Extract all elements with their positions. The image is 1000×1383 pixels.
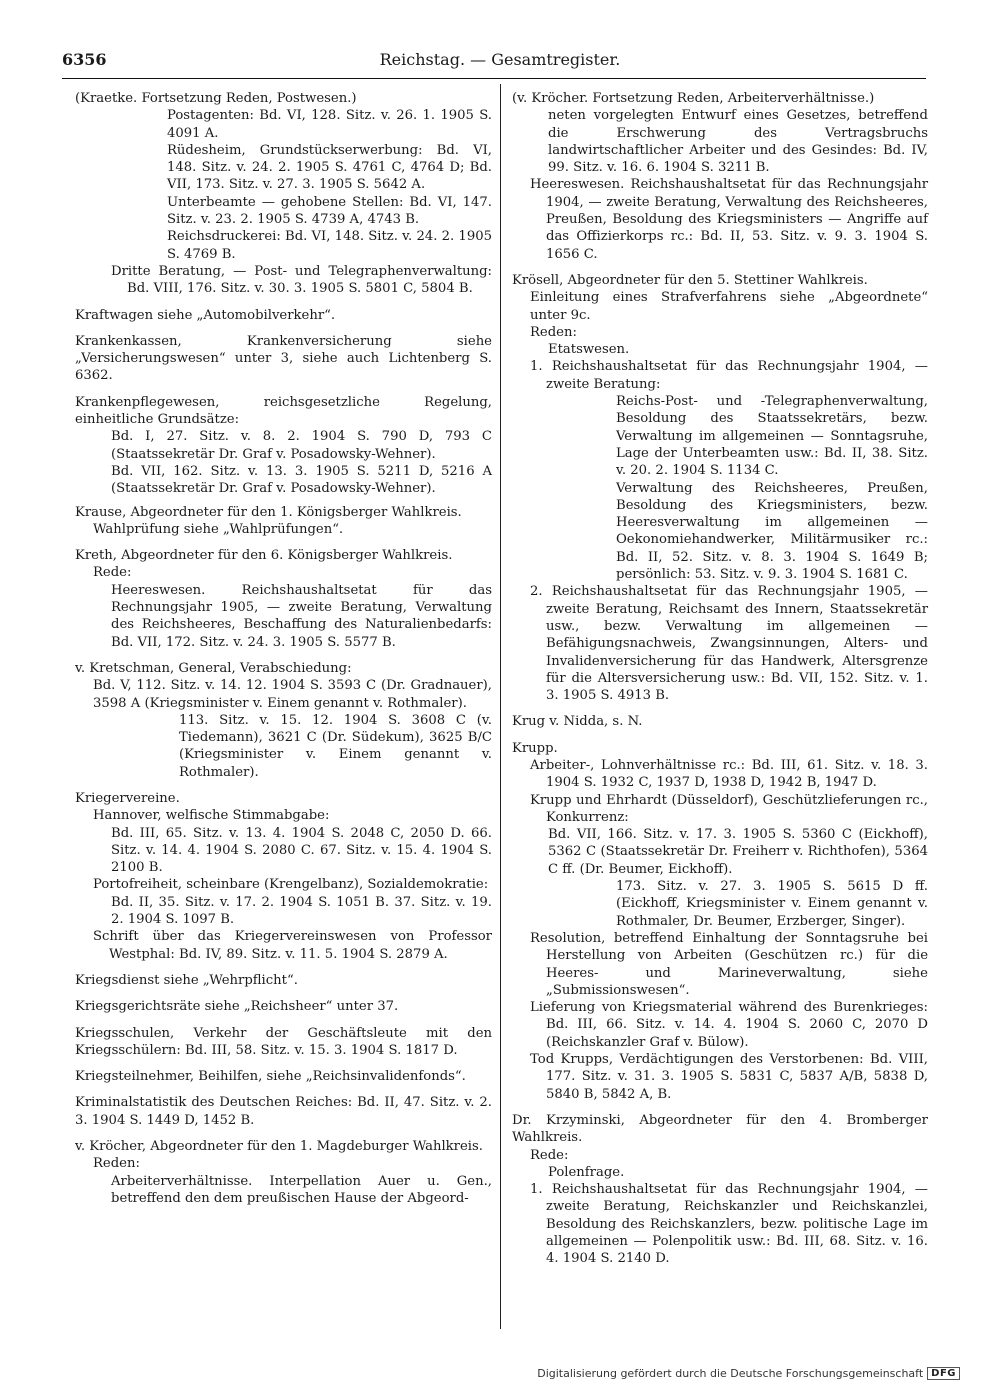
index-entry: Heereswesen. Reichshaushaltsetat für das Rechnungsjahr 1904, — zweite Beratung, Verwaltung des Reichsheeres, Preußen, Besoldung des Kriegsministers — Angriffe auf das Offizierkorps rc.: Bd. II, 53. Sitz. v. 9. 3. 1904 S. 1656 C. <box>530 177 928 262</box>
index-entry: Kriegervereine. <box>75 790 180 806</box>
index-entry: Krug v. Nidda, s. N. <box>512 714 643 730</box>
running-head: Reichstag. — Gesamtregister. <box>379 50 621 69</box>
index-entry: Bd. V, 112. Sitz. v. 14. 12. 1904 S. 3593 C (Dr. Gradnauer), 3598 A (Kriegsminister v. Einem genannt v. Rothmaler). <box>93 678 492 711</box>
index-entry: Krösell, Abgeordneter für den 5. Stettiner Wahlkreis. <box>512 272 868 288</box>
header-rule <box>62 78 926 79</box>
page-number: 6356 <box>62 50 107 69</box>
index-entry: (v. Kröcher. Fortsetzung Reden, Arbeiterverhältnisse.) <box>512 91 875 106</box>
index-entry: Unterbeamte — gehobene Stellen: Bd. VI, 147. Sitz. v. 23. 2. 1905 S. 4739 A, 4743 B. <box>167 194 492 228</box>
index-entry: 1. Reichshaushaltsetat für das Rechnungsjahr 1904, — zweite Beratung: <box>530 359 928 392</box>
index-entry: Reichs-Post- und -Telegraphenverwaltung, Besoldung des Staatssekretärs, bezw. Verwaltung im allgemeinen — Sonntagsruhe, Lage der Unterbeamten usw.: Bd. II, 38. Sitz. v. 20. 2. 1904 S. 1134 C. <box>616 394 928 479</box>
footer-credit <box>537 1367 960 1380</box>
index-entry: Kreth, Abgeordneter für den 6. Königsberger Wahlkreis. <box>75 548 453 564</box>
index-entry: Krause, Abgeordneter für den 1. Königsberger Wahlkreis. <box>75 504 462 520</box>
index-entry: Hannover, welfische Stimmabgabe: <box>93 808 330 824</box>
index-entry: Lieferung von Kriegsmaterial während des Burenkrieges: Bd. III, 66. Sitz. v. 14. 4. 1904 S. 2060 C, 2070 D (Reichskanzler Graf v. Bülow). <box>530 1000 928 1050</box>
index-entry: Schrift über das Kriegervereinswesen von Professor Westphal: Bd. IV, 89. Sitz. v. 11. 5. 1904 S. 2879 A. <box>93 929 492 962</box>
index-entry: v. Kröcher, Abgeordneter für den 1. Magdeburger Wahlkreis. <box>75 1139 483 1155</box>
index-entry: Rede: <box>93 565 132 581</box>
index-entry: 113. Sitz. v. 15. 12. 1904 S. 3608 C (v. Tiedemann), 3621 C (Dr. Südekum), 3625 B/C (Kriegsminister v. Einem genannt v. Rothmaler). <box>179 712 492 780</box>
index-entry: Portofreiheit, scheinbare (Krengelbanz), Sozialdemokratie: <box>93 877 489 893</box>
index-entry: Bd. VII, 166. Sitz. v. 17. 3. 1905 S. 5360 C (Eickhoff), 5362 C (Staatssekretär Dr. Freiherr v. Richthofen), 5364 C ff. (Dr. Beumer, Eickhoff). <box>548 827 928 877</box>
index-entry: Etatswesen. <box>548 342 630 358</box>
column-divider <box>500 84 501 1329</box>
index-entry: Bd. III, 65. Sitz. v. 13. 4. 1904 S. 2048 C, 2050 D. 66. Sitz. v. 14. 4. 1904 S. 2080 C. 67. Sitz. v. 15. 4. 1904 S. 2100 B. <box>111 825 492 876</box>
index-entry: Polenfrage. <box>548 1164 625 1180</box>
index-entry: Rede: <box>530 1147 569 1163</box>
index-entry: Heereswesen. Reichshaushaltsetat für das Rechnungsjahr 1905, — zweite Beratung, Verwaltung des Reichsheeres, Beschaffung des Naturalienbedarfs: Bd. VII, 172. Sitz. v. 24. 3. 1905 S. 5577 B. <box>111 582 492 650</box>
index-entry: Einleitung eines Strafverfahrens siehe „Abgeordnete“ unter 9c. <box>530 290 928 323</box>
index-entry: Kraftwagen siehe „Automobilverkehr“. <box>75 307 336 323</box>
index-entry: Postagenten: Bd. VI, 128. Sitz. v. 26. 1. 1905 S. 4091 A. <box>167 108 492 141</box>
index-entry: Kriegsschulen, Verkehr der Geschäftsleute mit den Kriegsschülern: Bd. III, 58. Sitz. v. 15. 3. 1904 S. 1817 D. <box>75 1025 492 1058</box>
index-entry: Krankenpflegewesen, reichsgesetzliche Regelung, einheitliche Grundsätze: <box>75 394 492 428</box>
dfg-logo: DFG <box>927 1367 960 1380</box>
index-entry: Krupp. <box>512 740 558 756</box>
index-entry: (Kraetke. Fortsetzung Reden, Postwesen.) <box>75 91 357 106</box>
index-entry: neten vorgelegten Entwurf eines Gesetzes, betreffend die Erschwerung des Vertragsbruchs landwirtschaftlicher Arbeiter und des Gesindes: Bd. IV, 99. Sitz. v. 16. 6. 1904 S. 3211 B. <box>548 108 928 176</box>
index-entry: 1. Reichshaushaltsetat für das Rechnungsjahr 1904, — zweite Beratung, Reichskanzler und Reichskanzlei, Besoldung des Reichskanzlers, bezw. politische Lage im allgemeinen — Polenpolitik usw.: Bd. III, 68. Sitz. v. 16. 4. 1904 S. 2140 D. <box>530 1182 928 1267</box>
index-entry: v. Kretschman, General, Verabschiedung: <box>75 660 352 676</box>
index-entry: Bd. I, 27. Sitz. v. 8. 2. 1904 S. 790 D, 793 C (Staatssekretär Dr. Graf v. Posadowsky-Wehner). <box>111 429 492 462</box>
index-entry: Bd. II, 35. Sitz. v. 17. 2. 1904 S. 1051 B. 37. Sitz. v. 19. 2. 1904 S. 1097 B. <box>111 894 492 928</box>
index-entry: Reden: <box>93 1156 140 1172</box>
index-entry: Dritte Beratung, — Post- und Telegraphenverwaltung: Bd. VIII, 176. Sitz. v. 30. 3. 1905 S. 5801 C, 5804 B. <box>111 263 492 297</box>
index-entry: Verwaltung des Reichsheeres, Preußen, Besoldung des Kriegsministers, bezw. Heeresverwaltung im allgemeinen — Oekonomiehandwerker, Militärmusiker rc.: Bd. II, 52. Sitz. v. 8. 3. 1904 S. 1649 B; persönlich: 53. Sitz. v. 9. 3. 1904 S. 1681 C. <box>616 480 928 583</box>
index-entry: Arbeiter-, Lohnverhältnisse rc.: Bd. III, 61. Sitz. v. 18. 3. 1904 S. 1932 C, 1937 D, 1938 D, 1942 B, 1947 D. <box>530 757 928 791</box>
index-entry: 2. Reichshaushaltsetat für das Rechnungsjahr 1905, — zweite Beratung, Reichsamt des Innern, Staatssekretär usw., bezw. Verwaltung im allgemeinen — Befähigungsnachweis, Zwangsinnungen, Alters- und Invalidenversicherung für das Handwerk, Altersgrenze für die Altersversicherung usw.: Bd. VII, 152. Sitz. v. 1. 3. 1905 S. 4913 B. <box>530 584 928 704</box>
index-entry: Tod Krupps, Verdächtigungen des Verstorbenen: Bd. VIII, 177. Sitz. v. 31. 3. 1905 S. 5831 C, 5837 A/B, 5838 D, 5840 B, 5842 A, B. <box>530 1052 928 1102</box>
index-entry: 173. Sitz. v. 27. 3. 1905 S. 5615 D ff. (Eickhoff, Kriegsminister v. Einem genannt v. Rothmaler, Dr. Beumer, Erzberger, Singer). <box>616 879 928 929</box>
index-entry: Reichsdruckerei: Bd. VI, 148. Sitz. v. 24. 2. 1905 S. 4769 B. <box>167 229 492 262</box>
index-entry: Dr. Krzyminski, Abgeordneter für den 4. Bromberger Wahlkreis. <box>512 1112 928 1146</box>
index-entry: Rüdesheim, Grundstückserwerbung: Bd. VI, 148. Sitz. v. 24. 2. 1905 S. 4761 C, 4764 D; Bd. VII, 173. Sitz. v. 27. 3. 1905 S. 5642 A. <box>167 142 492 193</box>
index-entry: Arbeiterverhältnisse. Interpellation Auer u. Gen., betreffend den dem preußischen Hause der Abgeord- <box>111 1173 492 1206</box>
index-entry: Krupp und Ehrhardt (Düsseldorf), Geschützlieferungen rc., Konkurrenz: <box>530 792 928 825</box>
index-entry: Kriegsteilnehmer, Beihilfen, siehe „Reichsinvalidenfonds“. <box>75 1069 466 1085</box>
right-column <box>512 90 928 1268</box>
index-entry: Kriminalstatistik des Deutschen Reiches: Bd. II, 47. Sitz. v. 2. 3. 1904 S. 1449 D, 1452 B. <box>75 1095 492 1128</box>
index-entry: Bd. VII, 162. Sitz. v. 13. 3. 1905 S. 5211 D, 5216 A (Staatssekretär Dr. Graf v. Posadowsky-Wehner). <box>111 463 492 497</box>
footer-credit-text: Digitalisierung gefördert durch die Deutsche Forschungsgemeinschaft <box>537 1367 924 1380</box>
index-entry: Kriegsdienst siehe „Wehrpflicht“. <box>75 972 298 988</box>
left-column <box>75 90 492 1207</box>
index-entry: Wahlprüfung siehe „Wahlprüfungen“. <box>93 521 344 537</box>
index-entry: Krankenkassen, Krankenversicherung siehe „Versicherungswesen“ unter 3, siehe auch Lichtenberg S. 6362. <box>75 333 492 384</box>
index-entry: Kriegsgerichtsräte siehe „Reichsheer“ unter 37. <box>75 999 399 1015</box>
index-entry: Reden: <box>530 324 577 340</box>
index-entry: Resolution, betreffend Einhaltung der Sonntagsruhe bei Herstellung von Arbeiten (Geschützen rc.) für die Heeres- und Marineverwaltung, siehe „Submissionswesen“. <box>530 930 928 998</box>
